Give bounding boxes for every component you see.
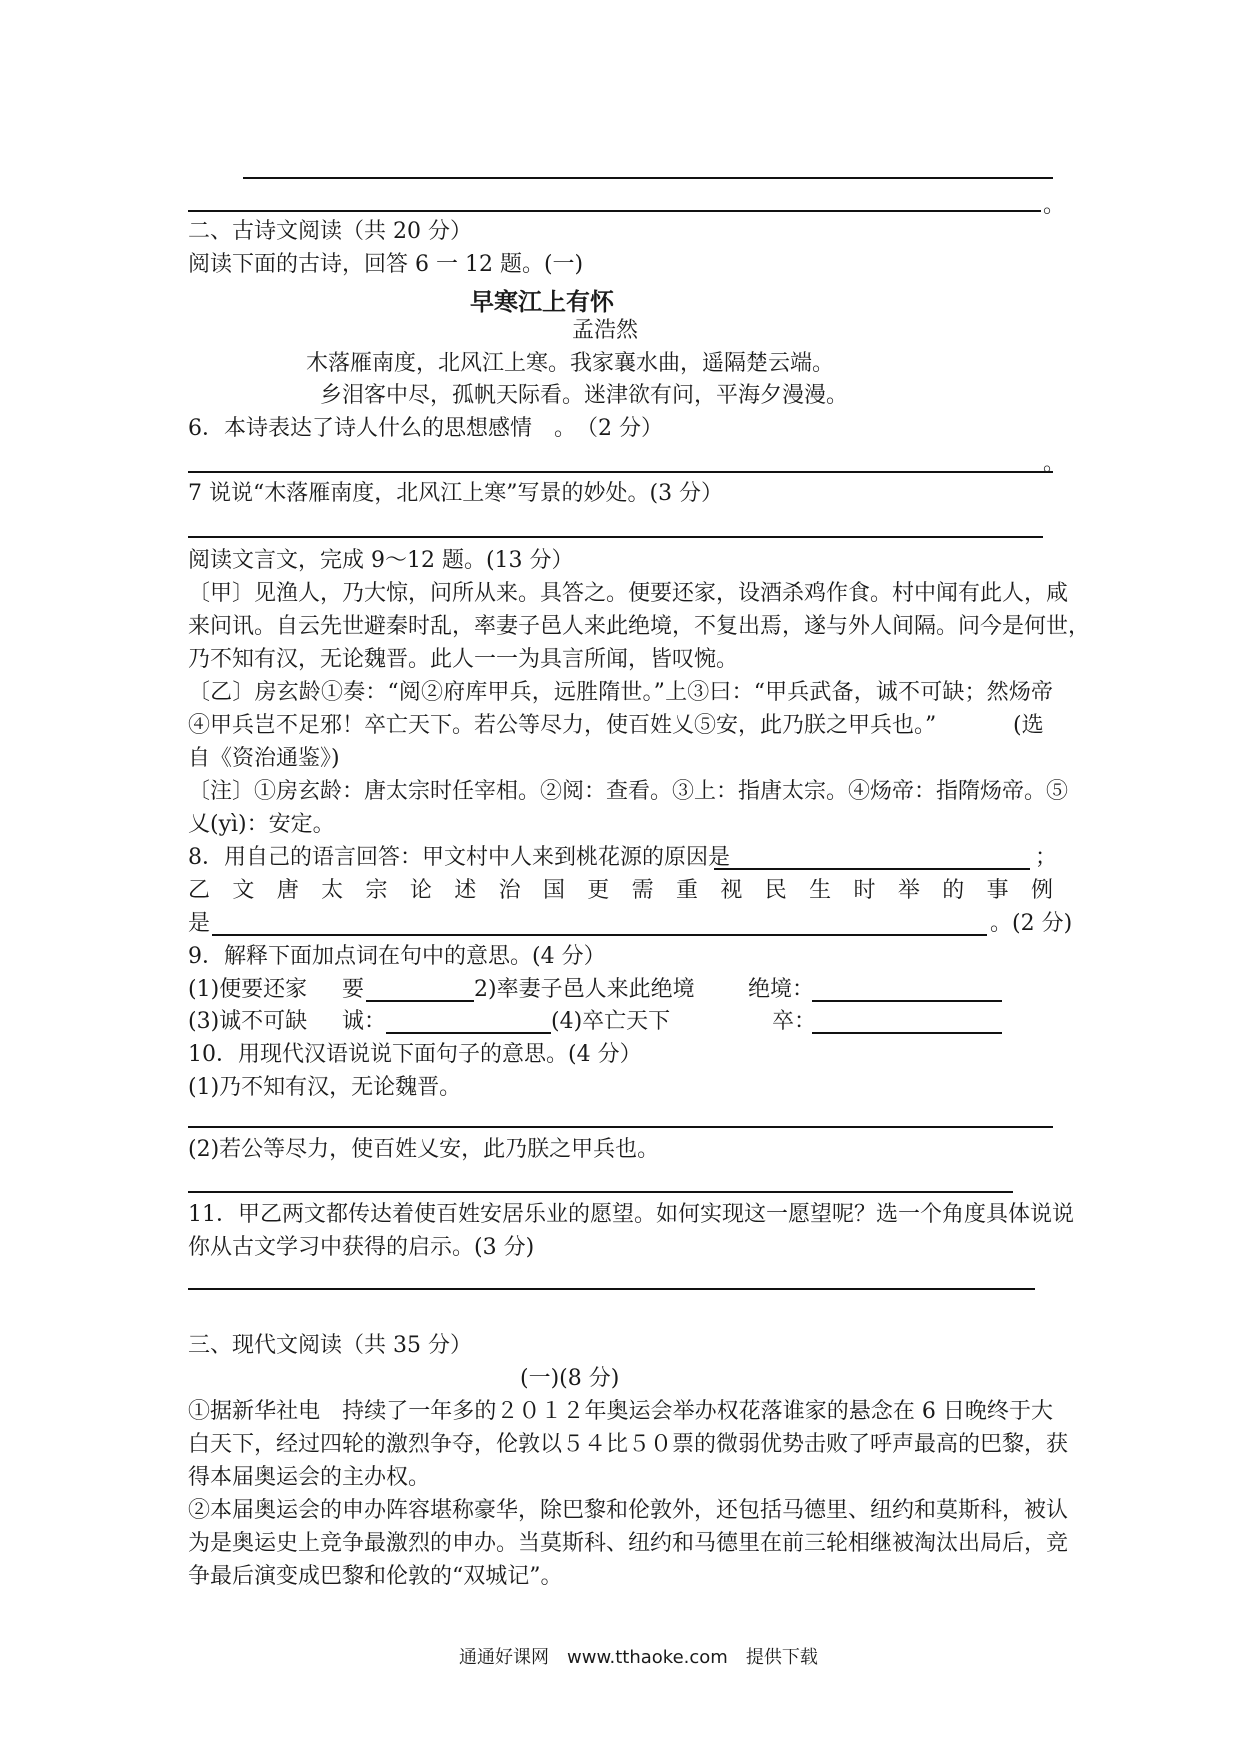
section-header: 三、现代文阅读（共 35 分） — [188, 1333, 472, 1358]
poem-line: 木落雁南度，北风江上寒。我家襄水曲，遥隔楚云端。 — [306, 351, 835, 376]
classical-intro: 阅读文言文，完成 9～12 题。(13 分） — [188, 548, 574, 573]
passage-yi-line: ④甲兵岂不足邪！卒亡天下。若公等尽力，使百姓乂⑤安，此乃朕之甲兵也。” — [188, 713, 937, 738]
question-9-word: 卒： — [772, 1009, 817, 1034]
answer-line[interactable] — [188, 1191, 1013, 1193]
footer: 通通好课网 www.tthaoke.com 提供下载 — [459, 1647, 818, 1668]
question-9-item: (4)卒亡天下 — [551, 1009, 671, 1034]
passage-yi-line: 〔乙〕房玄龄①奏：“阅②府库甲兵，远胜隋世。”上③曰：“甲兵武备，诚不可缺；然炀帝 — [188, 680, 1053, 705]
question-9-word: 诚： — [342, 1009, 387, 1034]
answer-line[interactable] — [188, 210, 1041, 212]
question-9-item: 2)率妻子邑人来此绝境 — [474, 977, 695, 1002]
answer-line[interactable] — [188, 1126, 1053, 1128]
passage-jia-line: 来问讯。自云先世避秦时乱，率妻子邑人来此绝境，不复出焉，遂与外人间隔。问今是何世， — [188, 614, 1091, 639]
answer-blank[interactable] — [812, 1000, 1002, 1002]
passage-yi-source: (选 — [1013, 713, 1044, 738]
line-end-period: 。 — [1043, 451, 1066, 476]
question-10-sentence: (2)若公等尽力，使百姓乂安，此乃朕之甲兵也。 — [188, 1137, 660, 1162]
answer-blank[interactable] — [366, 1000, 474, 1002]
poem-line: 乡泪客中尽，孤帆天际看。迷津欲有问，平海夕漫漫。 — [320, 383, 849, 408]
question-7: 7 说说“木落雁南度，北风江上寒”写景的妙处。(3 分） — [188, 481, 724, 506]
answer-blank[interactable] — [386, 1032, 551, 1034]
paragraph-line: 得本届奥运会的主办权。 — [188, 1465, 431, 1490]
question-9-item: (1)便要还家 — [188, 977, 308, 1002]
answer-line[interactable] — [188, 471, 1053, 473]
question-9-item: (3)诚不可缺 — [188, 1009, 308, 1034]
line-end-period: 。 — [1043, 193, 1066, 218]
notes-line: 乂(yì)：安定。 — [188, 812, 335, 837]
question-11: 你从古文学习中获得的启示。(3 分) — [188, 1235, 535, 1260]
answer-blank[interactable] — [212, 934, 987, 936]
answer-line[interactable] — [188, 536, 1043, 538]
paragraph-line: ②本届奥运会的申办阵容堪称豪华，除巴黎和伦敦外，还包括马德里、纽约和莫斯科，被认 — [188, 1498, 1069, 1523]
section-header: 二、古诗文阅读（共 20 分） — [188, 219, 472, 244]
paragraph-line: ①据新华社电 持续了一年多的２０１２年奥运会举办权花落谁家的悬念在 6 日晚终于大 — [188, 1399, 1053, 1424]
question-8-line: 是 — [188, 911, 211, 936]
question-8-line: 乙文唐太宗论述治国更需重视民生时举的事例 — [188, 878, 1053, 903]
paragraph-line: 争最后演变成巴黎和伦敦的“双城记”。 — [188, 1564, 563, 1589]
question-11: 11．甲乙两文都传达着使百姓安居乐业的愿望。如何实现这一愿望呢？选一个角度具体说说 — [188, 1202, 1074, 1227]
question-9-word: 要 — [342, 977, 365, 1002]
answer-line[interactable] — [243, 177, 1053, 179]
question-10: 10．用现代汉语说说下面句子的意思。(4 分） — [188, 1042, 642, 1067]
question-8-end: ； — [1035, 845, 1058, 870]
passage-jia-line: 乃不知有汉，无论魏晋。此人一一为具言所闻，皆叹惋。 — [188, 647, 739, 672]
passage-yi-line: 自《资治通鉴》) — [188, 746, 340, 771]
answer-blank[interactable] — [812, 1032, 1002, 1034]
subsection-header: (一)(8 分) — [520, 1366, 620, 1391]
question-8-end: 。(2 分) — [990, 911, 1073, 936]
answer-blank[interactable] — [714, 868, 1030, 870]
poem-title: 早寒江上有怀 — [470, 288, 614, 316]
notes-line: 〔注〕①房玄龄：唐太宗时任宰相。②阅：查看。③上：指唐太宗。④炀帝：指隋炀帝。⑤ — [188, 779, 1069, 804]
passage-jia-line: 〔甲〕见渔人，乃大惊，问所从来。具答之。便要还家，设酒杀鸡作食。村中闻有此人，咸 — [188, 581, 1069, 606]
question-10-sentence: (1)乃不知有汉，无论魏晋。 — [188, 1075, 462, 1100]
poem-author: 孟浩然 — [572, 318, 639, 343]
question-6: 6．本诗表达了诗人什么的思想感情 。 （2 分） — [188, 416, 663, 441]
question-9: 9．解释下面加点词在句中的意思。(4 分） — [188, 944, 606, 969]
question-9-word: 绝境： — [748, 977, 815, 1002]
question-8: 8．用自己的语言回答：甲文村中人来到桃花源的原因是 — [188, 845, 730, 870]
paragraph-line: 为是奥运史上竞争最激烈的申办。当莫斯科、纽约和马德里在前三轮相继被淘汰出局后，竞 — [188, 1531, 1069, 1556]
answer-line[interactable] — [188, 1288, 1035, 1290]
poem-intro: 阅读下面的古诗，回答 6 一 12 题。(一) — [188, 252, 584, 277]
paragraph-line: 白天下，经过四轮的激烈争夺，伦敦以５４比５０票的微弱优势击败了呼声最高的巴黎，获 — [188, 1432, 1069, 1457]
